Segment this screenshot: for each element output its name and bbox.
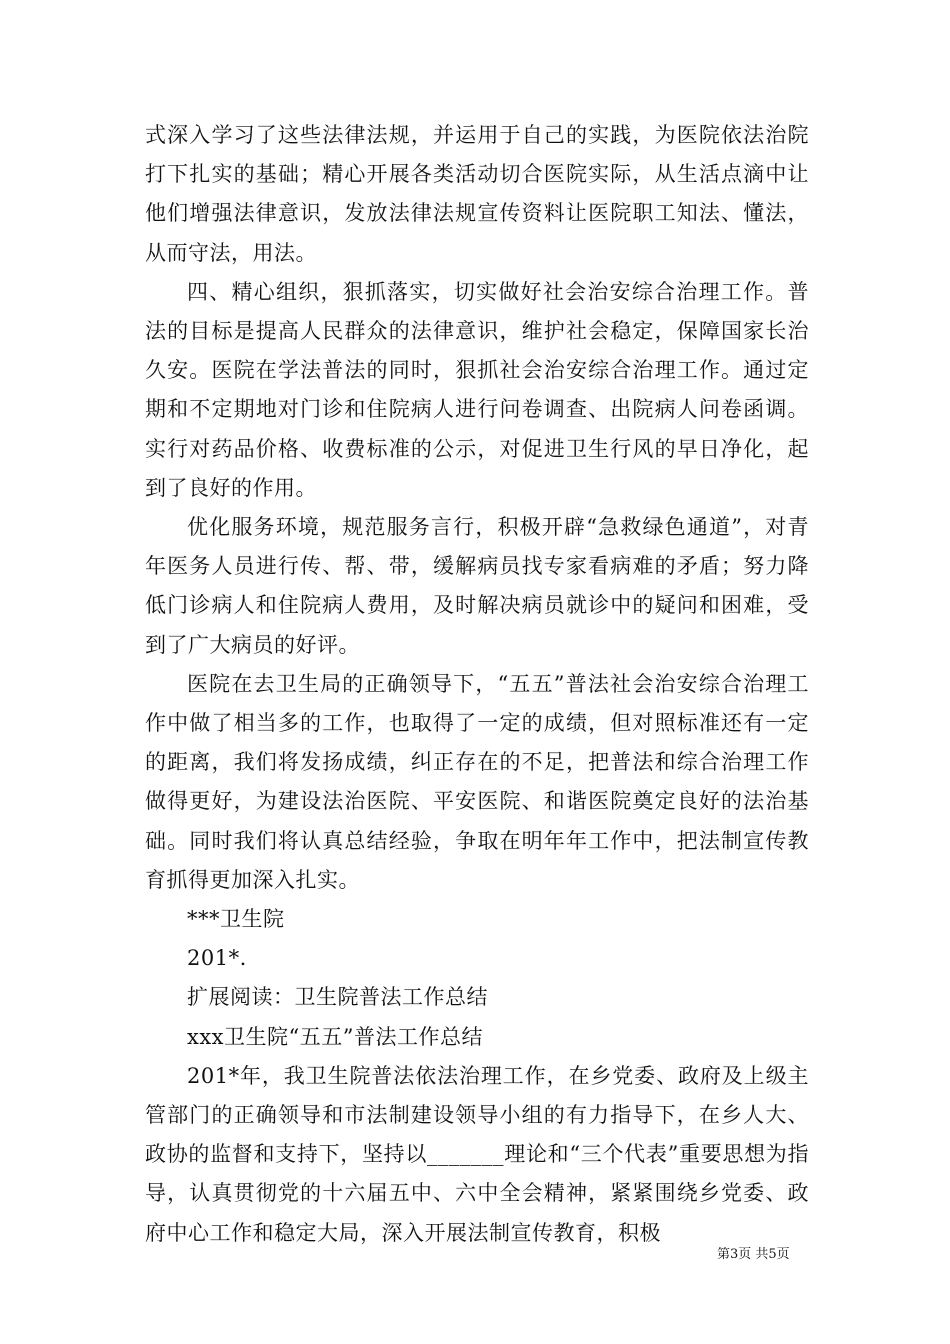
- paragraph-4: 医院在去卫生局的正确领导下，“五五”普法社会治安综合治理工作中做了相当多的工作，也取得了一定的成绩，但对照标准还有一定的距离，我们将发扬成绩，纠正存在的不足，把普法和综合治理工作做得更好，为建设法治医院、平安医院、和谐医院奠定良好的法治基础。同时我们将认真总结经验，争取在明年年工作中，把法制宣传教育抓得更加深入扎实。: [145, 671, 809, 892]
- paragraph-2: 四、精心组织，狠抓落实，切实做好社会治安综合治理工作。普法的目标是提高人民群众的法律意识，维护社会稳定，保障国家长治久安。医院在学法普法的同时，狠抓社会治安综合治理工作。通过定期和不定期地对门诊和住院病人进行问卷调查、出院病人问卷函调。实行对药品价格、收费标准的公示，对促进卫生行风的早日净化，起到了良好的作用。: [145, 279, 809, 500]
- extended-reading-heading: 扩展阅读：卫生院普法工作总结: [187, 985, 488, 1010]
- paragraph-5: 201*年，我卫生院普法依法治理工作，在乡党委、政府及上级主管部门的正确领导和市法制建设领导小组的有力指导下，在乡人大、政协的监督和支持下，坚持以_______理论和“三个代表”重要思想为指导，认真贯彻党的十六届五中、六中全会精神，紧紧围绕乡党委、政府中心工作和稳定大局，深入开展法制宣传教育，积极: [145, 1063, 809, 1245]
- document-body: [145, 116, 809, 1253]
- paragraph-1: 式深入学习了这些法律法规，并运用于自己的实践，为医院依法治院打下扎实的基础；精心开展各类活动切合医院实际，从生活点滴中让他们增强法律意识，发放法律法规宣传资料让医院职工知法、懂法，从而守法，用法。: [145, 123, 809, 265]
- signature-date: 201*.: [187, 946, 247, 971]
- signature-org: ***卫生院: [187, 907, 285, 932]
- page-number-footer: 第3页 共5页: [717, 1247, 790, 1262]
- section-title: xxx卫生院“五五”普法工作总结: [187, 1024, 484, 1049]
- paragraph-3: 优化服务环境，规范服务言行，积极开辟“急救绿色通道”，对青年医务人员进行传、帮、带，缓解病员找专家看病难的矛盾；努力降低门诊病人和住院病人费用，及时解决病员就诊中的疑问和困难，受到了广大病员的好评。: [145, 515, 809, 657]
